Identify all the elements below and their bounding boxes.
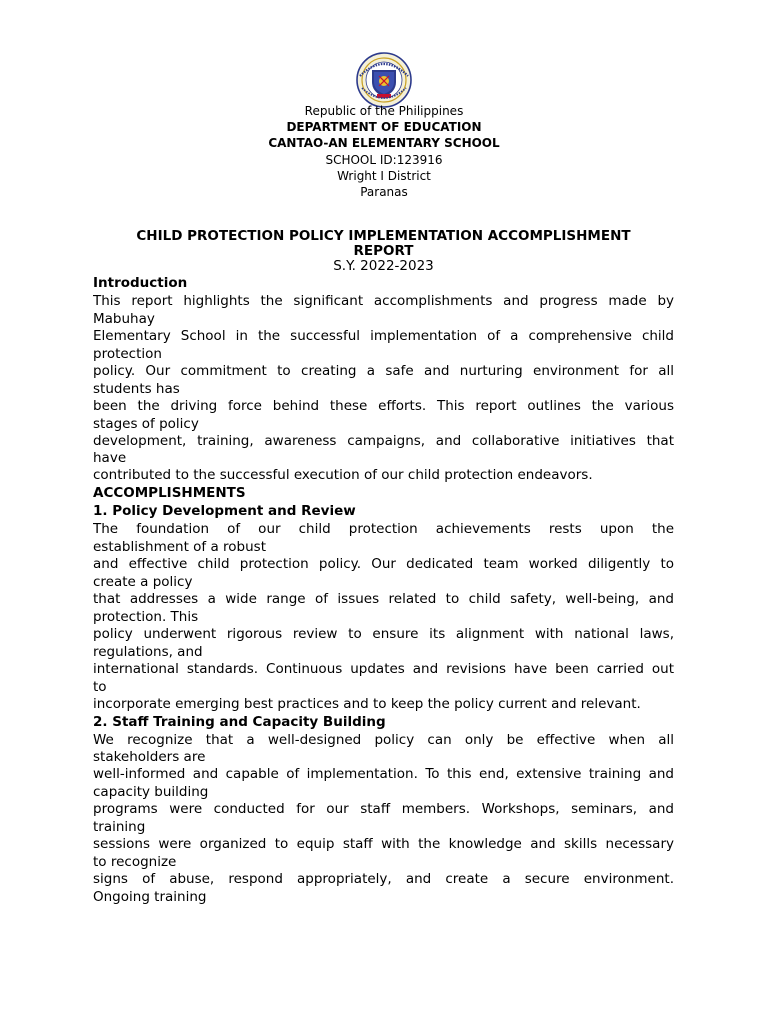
report-title-block (93, 229, 674, 274)
district-label: Wright I District (337, 168, 431, 183)
paragraph-line: This report highlights the significant accomplishments and progress made by (93, 292, 674, 309)
staff-training-paragraph (93, 732, 674, 907)
school-name: CANTAO-AN ELEMENTARY SCHOOL (268, 136, 500, 151)
policy-development-paragraph (93, 521, 674, 713)
paragraph-line: signs of abuse, respond appropriately, and create a secure environment. (93, 871, 674, 888)
paragraph-line: The foundation of our child protection achievements rests upon the (93, 521, 674, 538)
paragraph-line: have (93, 450, 127, 467)
department-label: DEPARTMENT OF EDUCATION (286, 120, 482, 135)
paragraph-line: been the driving force behind these efforts. This report outlines the various (93, 397, 674, 414)
paragraph-line: protection (93, 345, 162, 362)
paragraph-line: incorporate emerging best practices and to keep the policy current and relevant. (93, 695, 641, 712)
paragraph-line: students has (93, 380, 180, 397)
paragraph-line: programs were conducted for our staff members. Workshops, seminars, and (93, 801, 674, 818)
republic-label: Republic of the Philippines (304, 104, 464, 118)
school-id: SCHOOL ID:123916 (325, 152, 443, 167)
accomplishments-heading: ACCOMPLISHMENTS (93, 485, 246, 502)
paragraph-line: that addresses a wide range of issues related to child safety, well-being, and (93, 590, 674, 607)
paragraph-line: create a policy (93, 573, 193, 590)
deped-seal-logo (350, 52, 418, 108)
introduction-heading: Introduction (93, 275, 188, 291)
report-body (93, 275, 674, 906)
paragraph-line: stakeholders are (93, 749, 206, 766)
paragraph-line: sessions were organized to equip staff with the knowledge and skills necessary (93, 836, 674, 853)
paragraph-line: development, training, awareness campaigns, and collaborative initiatives that (93, 432, 674, 449)
paragraph-line: Elementary School in the successful implementation of a comprehensive child (93, 327, 674, 344)
paragraph-line: well-informed and capable of implementation. To this end, extensive training and (93, 766, 674, 783)
paragraph-line: training (93, 819, 146, 836)
school-header (0, 103, 768, 200)
paragraph-line: international standards. Continuous updates and revisions have been carried out (93, 660, 674, 677)
staff-training-heading: 2. Staff Training and Capacity Building (93, 713, 386, 730)
school-year: S.Y. 2022-2023 (333, 258, 434, 274)
paragraph-line: to recognize (93, 854, 177, 871)
paragraph-line: establishment of a robust (93, 539, 266, 556)
paragraph-line: to (93, 678, 107, 695)
paragraph-line: Mabuhay (93, 310, 155, 327)
report-title-line1: CHILD PROTECTION POLICY IMPLEMENTATION ACCOMPLISHMENT (136, 228, 631, 244)
report-title-line2: REPORT (353, 243, 414, 259)
paragraph-line: regulations, and (93, 643, 203, 660)
paragraph-line: protection. This (93, 608, 199, 625)
paragraph-line: and effective child protection policy. Our dedicated team worked diligently to (93, 556, 674, 573)
introduction-paragraph (93, 293, 674, 485)
paragraph-line: stages of policy (93, 415, 199, 432)
paragraph-line: policy underwent rigorous review to ensure its alignment with national laws, (93, 625, 674, 642)
paragraph-line: Ongoing training (93, 889, 207, 906)
municipality-label: Paranas (360, 185, 408, 200)
paragraph-line: contributed to the successful execution of our child protection endeavors. (93, 467, 593, 484)
paragraph-line: We recognize that a well-designed policy can only be effective when all (93, 731, 674, 748)
policy-development-heading: 1. Policy Development and Review (93, 503, 356, 520)
paragraph-line: policy. Our commitment to creating a safe and nurturing environment for all (93, 362, 674, 379)
paragraph-line: capacity building (93, 784, 209, 801)
